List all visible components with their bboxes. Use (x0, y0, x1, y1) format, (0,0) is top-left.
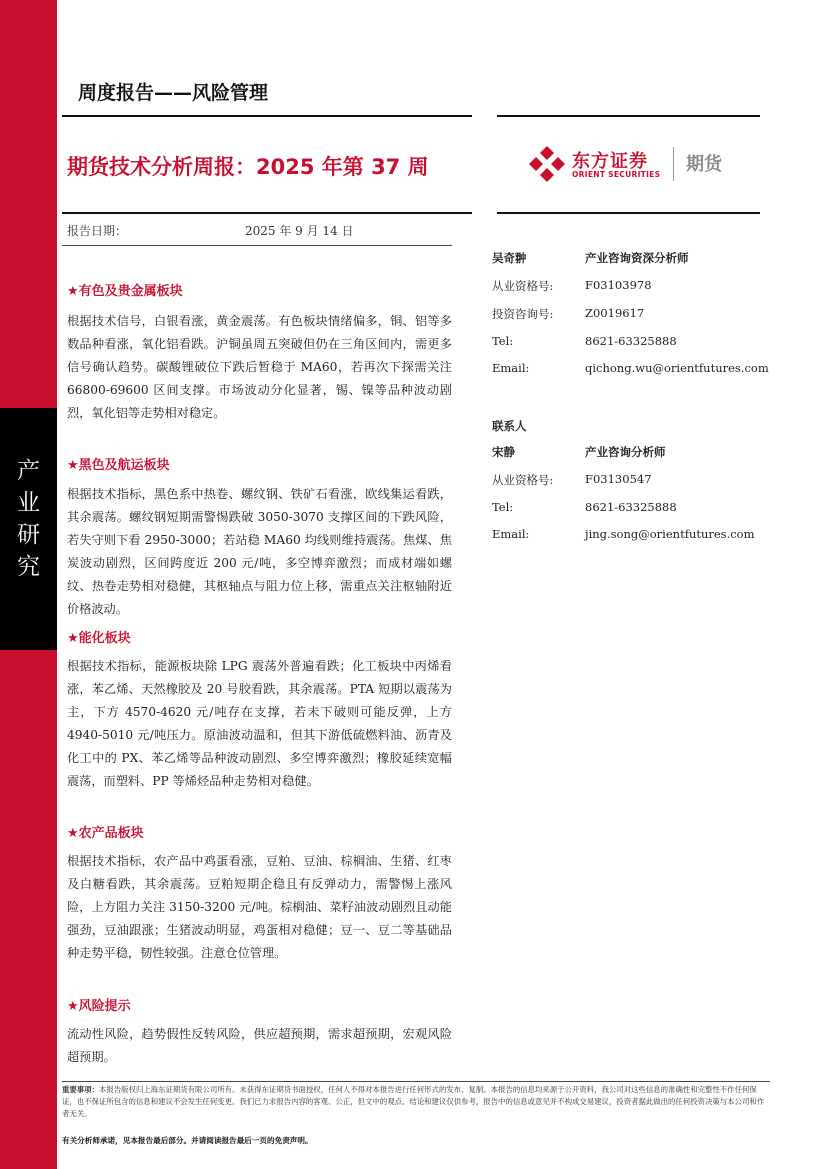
logo-suffix: 期货 (686, 154, 722, 175)
info-label: Email: (492, 527, 530, 541)
section-body-metals: 根据技术信号，白银看涨，黄金震荡。有色板块情绪偏多，铜、铝等多数品种看涨，氧化铝看跌。沪铜虽周五突破但仍在三角区间内，需更多信号确认趋势。碳酸锂破位下跌后暂稳于 MA60，若再次下探需关注 66800-69600 区间支撑。市场波动分化显著，锡、镍等品种波动剧烈，氧化铝等走势相对稳定。 (67, 314, 452, 420)
disclaimer-divider (62, 1081, 770, 1082)
section-title-agri: ★农产品板块 (67, 826, 144, 841)
info-label: 从业资格号: (492, 279, 554, 293)
section-body-agri: 根据技术指标，农产品中鸡蛋看涨，豆粕、豆油、棕榈油、生猪、红枣及白糖看跌，其余震荡。豆粕短期企稳且有反弹动力，需警惕上涨风险，上方阻力关注 3150-3200 元/吨。棕榈油、菜籽油波动剧烈且动能强劲，豆油跟涨；生猪波动明显，鸡蛋相对稳健；豆一、豆二等基础品种走势平稳，韧性较强。注意仓位管理。 (67, 854, 452, 960)
section-body-energy: 根据技术指标，能源板块除 LPG 震荡外普遍看跌；化工板块中丙烯看涨，苯乙烯、天然橡胶及 20 号胶看跌，其余震荡。PTA 短期以震荡为主，下方 4570-4620 元/吨存在支撑，若未下破则可能反弹，上方 4940-5010 元/吨压力。原油波动温和，但其下游低硫燃料油、沥青及化工中的 PX、苯乙烯等品种波动剧烈、多空博弈激烈；橡胶延续宽幅震荡，而塑料、PP 等烯烃品种走势相对稳健。 (67, 659, 452, 788)
sidebar-label-char: 产 (17, 458, 40, 484)
analyst-info-row (492, 278, 792, 298)
section-title-metals: ★有色及贵金属板块 (67, 284, 183, 299)
analyst-email-link[interactable]: qichong.wu@orientfutures.com (585, 361, 769, 375)
info-value: 8621-63325888 (585, 334, 677, 348)
info-value: F03130547 (585, 472, 652, 486)
logo-separator (673, 147, 674, 181)
contact-role: 产业咨询分析师 (585, 445, 666, 459)
report-type: 周度报告——风险管理 (78, 82, 269, 104)
report-date-label: 报告日期： (67, 224, 128, 238)
disclaimer-text: 本报告版权归上海东证期货有限公司所有。未获得东证期货书面授权，任何人不得对本报告进行任何形式的发布、复制。本报告的信息均来源于公开资料，我公司对这些信息的准确性和完整性不作任何保证，也不保证所包含的信息和建议不会发生任何变更。我们已力求报告内容的客观、公正，但文中的观点、结论和建议仅供参考，报告中的信息或意见并不构成交易建议，投资者据此做出的任何投资决策与本公司和作者无关。 (62, 1085, 765, 1118)
footer-note: 有关分析师承诺，见本报告最后部分。并请阅读报告最后一页的免责声明。 (62, 1136, 313, 1145)
brand-logo (528, 144, 738, 184)
info-label: Tel: (492, 334, 514, 348)
analyst-header (492, 250, 792, 270)
contact-name: 宋静 (492, 445, 515, 459)
logo-name-en: ORIENT SECURITIES (572, 170, 661, 179)
section-body-risk: 流动性风险，趋势假性反转风险，供应超预期，需求超预期，宏观风险超预期。 (67, 1027, 452, 1064)
info-value: F03103978 (585, 278, 652, 292)
contact-info-row (492, 500, 792, 520)
section-body-ferrous: 根据技术指标，黑色系中热卷、螺纹钢、铁矿石看涨，欧线集运看跌，其余震荡。螺纹钢短期需警惕跌破 3050-3070 支撑区间的下跌风险，若失守则下看 2950-3000；若站稳 MA60 均线则维持震荡。焦煤、焦炭波动剧烈，区间跨度近 200 元/吨，多空博弈激烈；而成材端如螺纹、热卷走势相对稳健，其枢轴点与阻力位上移，需重点关注枢轴附近价格波动。 (67, 487, 452, 616)
section-title-ferrous: ★黑色及航运板块 (67, 458, 170, 473)
analyst-role: 产业咨询资深分析师 (585, 251, 689, 265)
sidebar-label-char: 研 (17, 522, 40, 548)
info-label: Email: (492, 361, 530, 375)
contact-info-row (492, 527, 792, 547)
section-title-energy: ★能化板块 (67, 631, 131, 646)
info-label: 投资咨询号: (492, 307, 554, 321)
title-divider (497, 212, 760, 214)
info-value: 8621-63325888 (585, 500, 677, 514)
analyst-name: 吴奇翀 (492, 251, 527, 265)
analyst-info-row (492, 361, 792, 381)
contact-info-row (492, 472, 792, 492)
sidebar-label-char: 业 (17, 490, 40, 516)
contact-email-link[interactable]: jing.song@orientfutures.com (585, 527, 755, 541)
title-divider (62, 212, 472, 214)
report-date-value: 2025 年 9 月 14 日 (245, 224, 354, 238)
logo-name-cn: 东方证券 (572, 151, 648, 172)
info-value: Z0019617 (585, 306, 645, 320)
contact-heading: 联系人 (492, 419, 527, 433)
page-title: 期货技术分析周报：2025 年第 37 周 (67, 155, 429, 179)
date-divider (62, 245, 452, 246)
info-label: 从业资格号: (492, 473, 554, 487)
contact-header (492, 444, 792, 464)
analyst-info-row (492, 334, 792, 354)
logo-mark-icon (528, 145, 566, 183)
disclaimer (62, 1084, 770, 1120)
sidebar-label-char: 究 (17, 554, 40, 580)
sidebar-category-label (0, 455, 57, 583)
header-divider (497, 115, 760, 117)
info-label: Tel: (492, 500, 514, 514)
header-divider (62, 115, 472, 117)
disclaimer-label: 重要事项： (62, 1085, 99, 1094)
analyst-info-row (492, 306, 792, 326)
section-title-risk: ★风险提示 (67, 999, 131, 1014)
